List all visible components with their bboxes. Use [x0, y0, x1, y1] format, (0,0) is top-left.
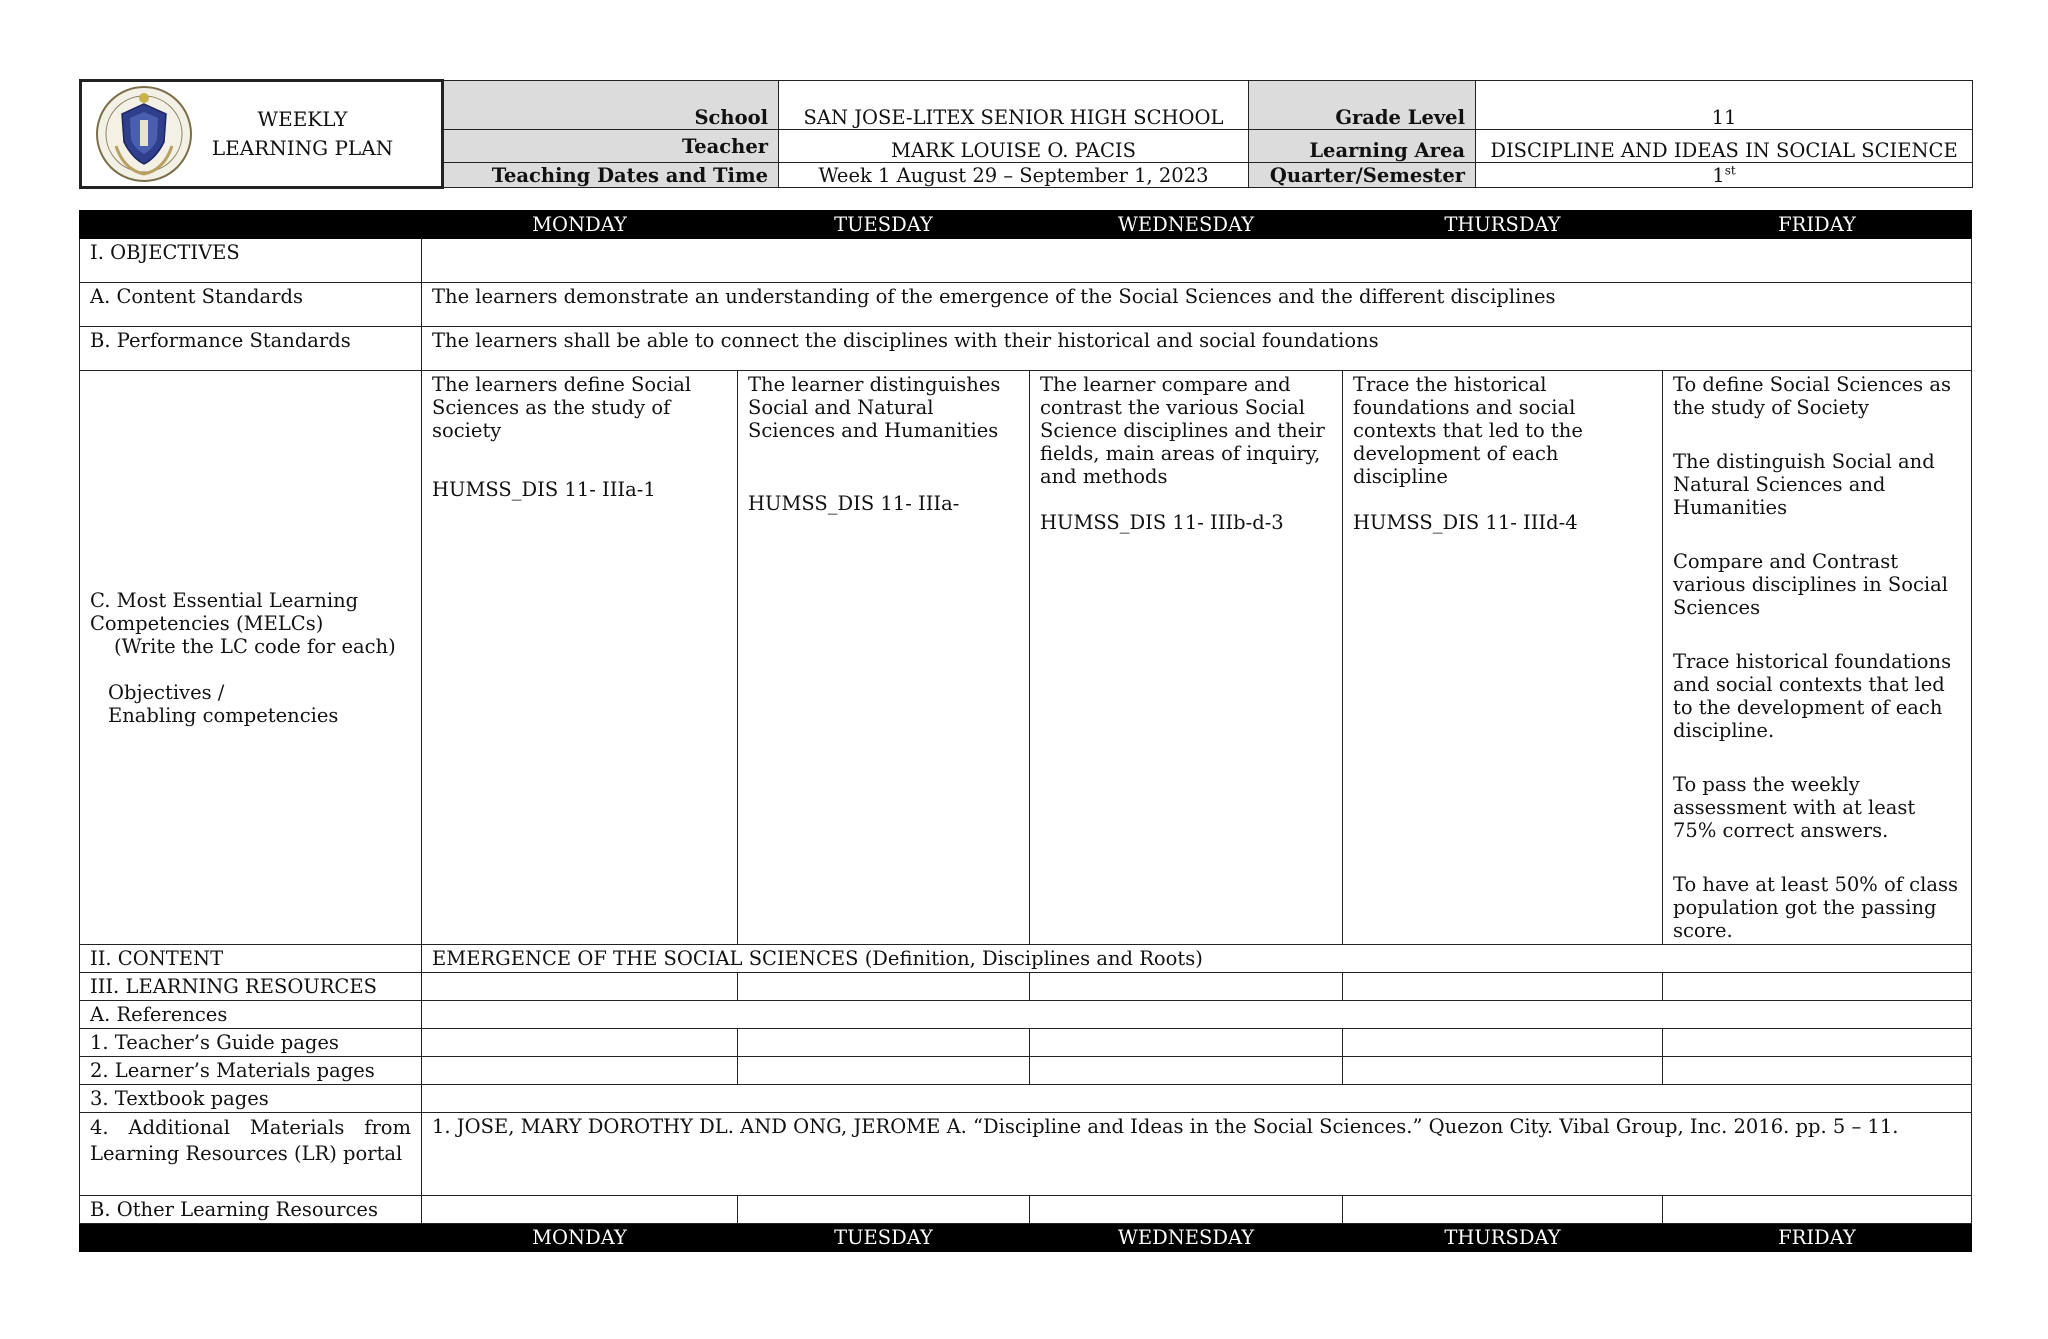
teachers-guide-label: 1. Teacher’s Guide pages — [80, 1029, 422, 1057]
additional-materials-label: 4. Additional Materials from Learning Resources (LR) portal — [80, 1113, 422, 1196]
references-label: A. References — [80, 1001, 422, 1029]
content-label: II. CONTENT — [80, 945, 422, 973]
melc-monday — [422, 371, 738, 945]
learning-plan-table — [79, 210, 1972, 1252]
objectives-row — [80, 239, 1972, 283]
content-row — [80, 945, 1972, 973]
quarter-value — [1476, 162, 1973, 187]
teacher-value: MARK LOUISE O. PACIS — [779, 130, 1249, 163]
melc-row — [80, 371, 1972, 945]
textbook-label: 3. Textbook pages — [80, 1085, 422, 1113]
day-header-wednesday: WEDNESDAY — [1030, 211, 1343, 239]
learners-materials-wednesday — [1030, 1057, 1343, 1085]
learners-materials-thursday — [1343, 1057, 1663, 1085]
day-header-monday: MONDAY — [422, 211, 738, 239]
melc-tuesday — [738, 371, 1030, 945]
deped-seal-icon — [94, 84, 194, 184]
day-header-blank — [80, 211, 422, 239]
melc-label-competencies: Enabling competencies — [108, 703, 339, 727]
quarter-label: Quarter/Semester — [1249, 162, 1476, 187]
learning-resources-tuesday — [738, 973, 1030, 1001]
learning-resources-thursday — [1343, 973, 1663, 1001]
melc-monday-text: The learners define Social Sciences as the study of society — [432, 373, 692, 442]
other-resources-wednesday — [1030, 1196, 1343, 1224]
day-header-tuesday: TUESDAY — [738, 211, 1030, 239]
learning-resources-wednesday — [1030, 973, 1343, 1001]
header-table — [79, 79, 1973, 189]
melc-tuesday-text: The learner distinguishes Social and Natural Sciences and Humanities — [748, 373, 1001, 442]
other-resources-friday — [1663, 1196, 1972, 1224]
melc-friday-item-1: To define Social Sciences as the study of Society — [1673, 373, 1951, 419]
day-header-row-top — [80, 211, 1972, 239]
quarter-suffix: st — [1724, 163, 1736, 178]
learning-area-value: DISCIPLINE AND IDEAS IN SOCIAL SCIENCE — [1476, 130, 1973, 163]
other-resources-label: B. Other Learning Resources — [80, 1196, 422, 1224]
teachers-guide-wednesday — [1030, 1029, 1343, 1057]
melc-friday-item-5: To pass the weekly assessment with at least 75% correct answers. — [1673, 773, 1916, 842]
day-footer-monday: MONDAY — [422, 1224, 738, 1252]
grade-level-value: 11 — [1476, 81, 1973, 130]
melc-monday-code: HUMSS_DIS 11- IIIa-1 — [432, 478, 656, 501]
quarter-number: 1 — [1712, 164, 1725, 187]
other-resources-thursday — [1343, 1196, 1663, 1224]
learners-materials-label: 2. Learner’s Materials pages — [80, 1057, 422, 1085]
performance-standards-row — [80, 327, 1972, 371]
objectives-value — [422, 239, 1972, 283]
day-footer-wednesday: WEDNESDAY — [1030, 1224, 1343, 1252]
melc-friday — [1663, 371, 1972, 945]
melc-label — [80, 371, 422, 945]
day-footer-blank — [80, 1224, 422, 1252]
melc-friday-item-2: The distinguish Social and Natural Sciences and Humanities — [1673, 450, 1935, 519]
learning-area-label: Learning Area — [1249, 130, 1476, 163]
melc-wednesday-text: The learner compare and contrast the various Social Science disciplines and their fields, main areas of inquiry, and methods — [1040, 373, 1325, 488]
learners-materials-tuesday — [738, 1057, 1030, 1085]
learning-resources-friday — [1663, 973, 1972, 1001]
learning-resources-row — [80, 973, 1972, 1001]
plan-title-line1: WEEKLY — [257, 107, 348, 131]
objectives-label: I. OBJECTIVES — [80, 239, 422, 283]
day-header-friday: FRIDAY — [1663, 211, 1972, 239]
teaching-dates-label: Teaching Dates and Time — [443, 162, 779, 187]
melc-friday-item-6: To have at least 50% of class population got the passing score. — [1673, 873, 1958, 942]
plan-title-line2: LEARNING PLAN — [211, 136, 394, 160]
day-header-thursday: THURSDAY — [1343, 211, 1663, 239]
melc-thursday-code: HUMSS_DIS 11- IIId-4 — [1353, 511, 1578, 534]
melc-wednesday — [1030, 371, 1343, 945]
day-footer-friday: FRIDAY — [1663, 1224, 1972, 1252]
learning-resources-label: III. LEARNING RESOURCES — [80, 973, 422, 1001]
day-footer-tuesday: TUESDAY — [738, 1224, 1030, 1252]
additional-materials-row — [80, 1113, 1972, 1196]
content-standards-label: A. Content Standards — [80, 283, 422, 327]
teacher-label: Teacher — [443, 130, 779, 163]
school-label: School — [443, 81, 779, 130]
melc-label-title: C. Most Essential Learning Competencies (MELCs) — [90, 588, 359, 635]
references-value — [422, 1001, 1972, 1029]
teachers-guide-friday — [1663, 1029, 1972, 1057]
other-resources-row — [80, 1196, 1972, 1224]
learners-materials-monday — [422, 1057, 738, 1085]
learning-resources-monday — [422, 973, 738, 1001]
textbook-row — [80, 1085, 1972, 1113]
content-standards-value: The learners demonstrate an understanding of the emergence of the Social Sciences and the different disciplines — [422, 283, 1972, 327]
melc-friday-item-4: Trace historical foundations and social contexts that led to the development of each discipline. — [1673, 650, 1952, 742]
teaching-dates-value: Week 1 August 29 – September 1, 2023 — [779, 162, 1249, 187]
plan-title — [194, 105, 411, 163]
textbook-value — [422, 1085, 1972, 1113]
melc-friday-item-3: Compare and Contrast various disciplines in Social Sciences — [1673, 550, 1948, 619]
other-resources-tuesday — [738, 1196, 1030, 1224]
additional-materials-value: 1. JOSE, MARY DOROTHY DL. AND ONG, JEROME A. “Discipline and Ideas in the Social Sciences.” Quezon City. Vibal Group, Inc. 2016. pp. 5 – 11. — [422, 1113, 1972, 1196]
melc-wednesday-code: HUMSS_DIS 11- IIIb-d-3 — [1040, 511, 1284, 534]
teachers-guide-monday — [422, 1029, 738, 1057]
teachers-guide-tuesday — [738, 1029, 1030, 1057]
day-header-row-bottom — [80, 1224, 1972, 1252]
references-row — [80, 1001, 1972, 1029]
melc-label-hint: (Write the LC code for each) — [114, 634, 396, 658]
melc-thursday-text: Trace the historical foundations and social contexts that led to the development of each discipline — [1353, 373, 1583, 488]
performance-standards-label: B. Performance Standards — [80, 327, 422, 371]
teachers-guide-row — [80, 1029, 1972, 1057]
learners-materials-friday — [1663, 1057, 1972, 1085]
grade-level-label: Grade Level — [1249, 81, 1476, 130]
other-resources-monday — [422, 1196, 738, 1224]
performance-standards-value: The learners shall be able to connect the disciplines with their historical and social foundations — [422, 327, 1972, 371]
teachers-guide-thursday — [1343, 1029, 1663, 1057]
day-footer-thursday: THURSDAY — [1343, 1224, 1663, 1252]
melc-thursday — [1343, 371, 1663, 945]
school-value: SAN JOSE-LITEX SENIOR HIGH SCHOOL — [779, 81, 1249, 130]
content-standards-row — [80, 283, 1972, 327]
melc-label-objectives: Objectives / — [108, 680, 225, 704]
content-value: EMERGENCE OF THE SOCIAL SCIENCES (Definition, Disciplines and Roots) — [422, 945, 1972, 973]
learners-materials-row — [80, 1057, 1972, 1085]
title-block — [81, 81, 443, 188]
melc-tuesday-code: HUMSS_DIS 11- IIIa- — [748, 492, 960, 515]
